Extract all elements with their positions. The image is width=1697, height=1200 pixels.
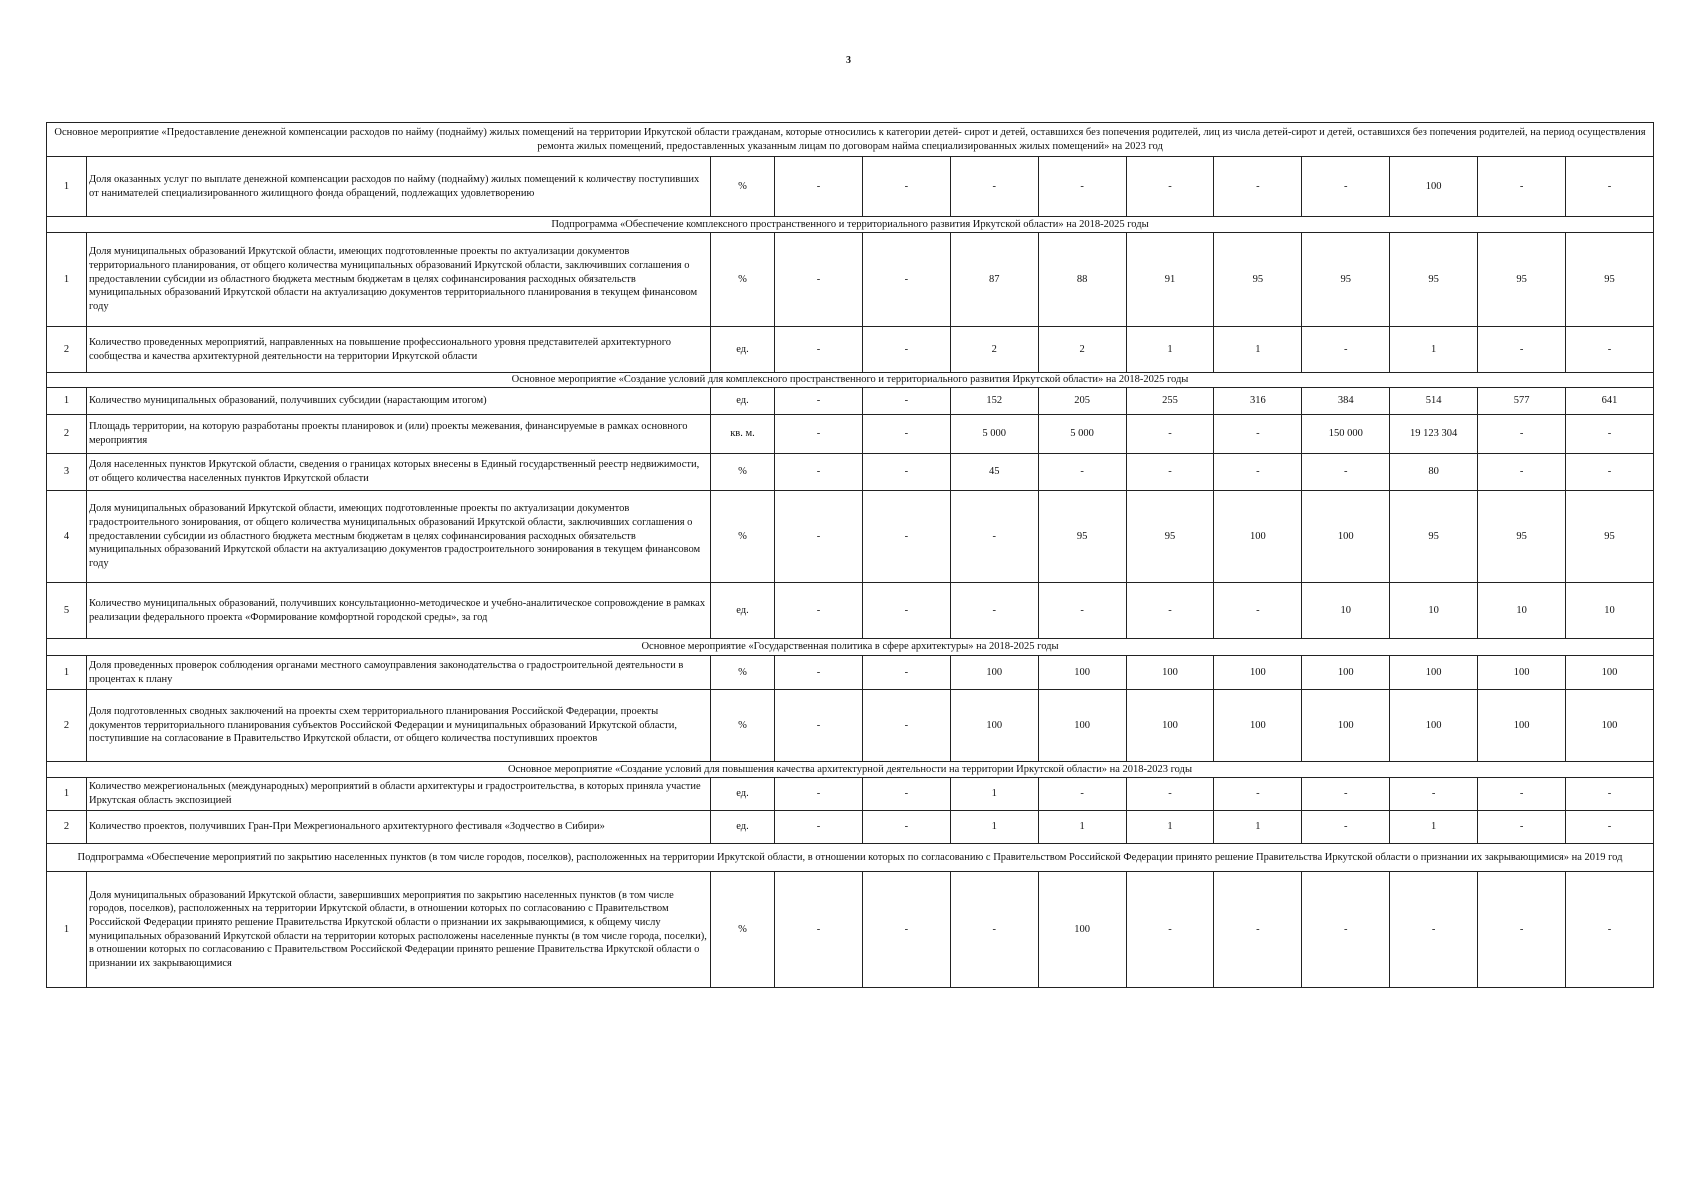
section-heading: Подпрограмма «Обеспечение комплексного пространственного и территориального развития Иркутской области» на 2018-2025 годы	[47, 217, 1654, 233]
indicator-value: -	[1302, 327, 1390, 373]
indicator-value: -	[862, 233, 950, 327]
indicator-value: -	[1566, 872, 1654, 988]
row-number: 1	[47, 656, 87, 690]
table-row	[47, 388, 1654, 415]
indicator-value: -	[1566, 811, 1654, 844]
unit-of-measure: %	[711, 233, 775, 327]
unit-of-measure: ед.	[711, 583, 775, 639]
indicator-value: -	[1038, 454, 1126, 491]
indicator-value: -	[1478, 327, 1566, 373]
indicator-value: 205	[1038, 388, 1126, 415]
indicator-description: Количество муниципальных образований, получивших консультационно-методическое и учебно-аналитическое сопровождение в рамках реализации федерального проекта «Формирование комфортной городской среды», за год	[87, 583, 711, 639]
unit-of-measure: %	[711, 157, 775, 217]
indicator-value: -	[1302, 811, 1390, 844]
table-row	[47, 872, 1654, 988]
row-number: 2	[47, 690, 87, 762]
table-row	[47, 157, 1654, 217]
indicator-value: -	[775, 327, 863, 373]
unit-of-measure: кв. м.	[711, 415, 775, 454]
indicator-value: 100	[1214, 656, 1302, 690]
indicator-value: 100	[1566, 690, 1654, 762]
indicator-value: -	[862, 690, 950, 762]
indicator-value: -	[1390, 778, 1478, 811]
indicator-value: -	[1478, 872, 1566, 988]
indicator-value: 95	[1566, 491, 1654, 583]
row-number: 1	[47, 778, 87, 811]
indicator-value: -	[862, 327, 950, 373]
indicator-value: -	[1302, 454, 1390, 491]
indicator-description: Площадь территории, на которую разработаны проекты планировок и (или) проекты межевания, финансируемые в рамках основного мероприятия	[87, 415, 711, 454]
indicator-value: -	[775, 415, 863, 454]
row-number: 3	[47, 454, 87, 491]
indicator-description: Количество проведенных мероприятий, направленных на повышение профессионального уровня представителей архитектурного сообщества и качества архитектурной деятельности на территории Иркутской области	[87, 327, 711, 373]
indicator-description: Количество межрегиональных (международных) мероприятий в области архитектуры и градостроительства, в которых приняла участие Иркутская область экспозицией	[87, 778, 711, 811]
indicator-value: -	[1214, 157, 1302, 217]
indicator-value: 1	[1390, 327, 1478, 373]
indicator-value: 1	[1214, 811, 1302, 844]
indicator-value: 95	[1390, 233, 1478, 327]
table-row	[47, 690, 1654, 762]
table-row	[47, 656, 1654, 690]
indicator-description: Доля оказанных услуг по выплате денежной компенсации расходов по найму (поднайму) жилых помещений к количеству поступивших от нанимателей специализированного жилищного фонда обращений, подлежащих удовлетворению	[87, 157, 711, 217]
indicator-description: Доля муниципальных образований Иркутской области, завершивших мероприятия по закрытию населенных пунктов (в том числе городов, поселков), расположенных на территории Иркутской области, в отношении которых по согласованию с Правительством Российской Федерации принято решение Правительства Иркутской области о признании их закрывающимися, к общему числу муниципальных образований Иркутской области на территории которых расположены населенные пункты (в том числе города, поселки), в отношении которых по согласованию с Правительством Российской Федерации принято решение Правительства Иркутской области о признании их закрывающимися	[87, 872, 711, 988]
section-heading: Основное мероприятие «Создание условий для повышения качества архитектурной деятельности на территории Иркутской области» на 2018-2023 годы	[47, 762, 1654, 778]
indicator-value: -	[950, 157, 1038, 217]
indicator-value: 88	[1038, 233, 1126, 327]
indicator-value: -	[1390, 872, 1478, 988]
indicator-value: -	[1566, 415, 1654, 454]
indicator-value: -	[775, 454, 863, 491]
table-row	[47, 415, 1654, 454]
indicator-value: 100	[1390, 656, 1478, 690]
indicator-value: 514	[1390, 388, 1478, 415]
indicator-value: -	[862, 811, 950, 844]
section-heading: Подпрограмма «Обеспечение мероприятий по закрытию населенных пунктов (в том числе городов, поселков), расположенных на территории Иркутской области, в отношении которых по согласованию с Правительством Российской Федерации принято решение Правительства Иркутской области о признании их закрывающимися» на 2019 год	[47, 844, 1654, 872]
section-heading-row	[47, 639, 1654, 656]
indicator-description: Количество проектов, получивших Гран-При Межрегионального архитектурного фестиваля «Зодчество в Сибири»	[87, 811, 711, 844]
indicator-value: 87	[950, 233, 1038, 327]
indicator-value: 5 000	[950, 415, 1038, 454]
indicator-value: 1	[950, 778, 1038, 811]
indicator-description: Доля проведенных проверок соблюдения органами местного самоуправления законодательства о градостроительной деятельности в процентах к плану	[87, 656, 711, 690]
row-number: 1	[47, 872, 87, 988]
indicator-value: -	[1302, 778, 1390, 811]
table-row	[47, 583, 1654, 639]
indicator-value: 100	[1302, 690, 1390, 762]
section-heading: Основное мероприятие «Государственная политика в сфере архитектуры» на 2018-2025 годы	[47, 639, 1654, 656]
table-row	[47, 327, 1654, 373]
indicator-value: 5 000	[1038, 415, 1126, 454]
indicator-description: Доля подготовленных сводных заключений на проекты схем территориального планирования Российской Федерации, проекты документов территориального планирования субъектов Российской Федерации и муниципальных образований Иркутской области, поступившие на согласование в Правительство Иркутской области, от общего количества поступивших проектов	[87, 690, 711, 762]
indicator-value: 1	[1126, 327, 1214, 373]
indicator-value: -	[862, 454, 950, 491]
section-heading-row	[47, 123, 1654, 157]
indicator-value: -	[1566, 327, 1654, 373]
indicator-value: -	[1478, 454, 1566, 491]
indicator-value: 95	[1126, 491, 1214, 583]
indicator-value: 95	[1390, 491, 1478, 583]
indicator-value: 95	[1302, 233, 1390, 327]
indicator-value: -	[775, 491, 863, 583]
indicator-value: -	[775, 233, 863, 327]
indicator-value: 384	[1302, 388, 1390, 415]
indicator-value: 2	[950, 327, 1038, 373]
indicator-value: -	[862, 583, 950, 639]
indicator-value: -	[775, 157, 863, 217]
indicator-value: 100	[1302, 491, 1390, 583]
indicator-value: 100	[1038, 872, 1126, 988]
table-row	[47, 233, 1654, 327]
indicator-value: -	[950, 583, 1038, 639]
indicator-value: 10	[1566, 583, 1654, 639]
indicator-value: 100	[950, 656, 1038, 690]
table-row	[47, 454, 1654, 491]
indicator-value: 100	[1390, 690, 1478, 762]
indicator-value: -	[1214, 415, 1302, 454]
indicator-value: 100	[1126, 690, 1214, 762]
indicator-value: 255	[1126, 388, 1214, 415]
indicator-value: 100	[1214, 690, 1302, 762]
indicator-value: -	[1478, 778, 1566, 811]
indicator-value: -	[862, 778, 950, 811]
indicator-value: -	[862, 157, 950, 217]
indicator-value: -	[1214, 778, 1302, 811]
indicator-value: -	[1126, 583, 1214, 639]
section-heading-row	[47, 844, 1654, 872]
indicator-value: 91	[1126, 233, 1214, 327]
indicator-value: -	[1566, 778, 1654, 811]
indicator-value: -	[775, 656, 863, 690]
row-number: 1	[47, 388, 87, 415]
page-number: 3	[846, 55, 851, 66]
indicator-value: -	[1038, 157, 1126, 217]
indicator-value: -	[1214, 454, 1302, 491]
indicator-value: -	[1478, 811, 1566, 844]
indicator-value: -	[950, 872, 1038, 988]
indicator-value: 95	[1478, 233, 1566, 327]
indicator-value: -	[1126, 157, 1214, 217]
table-row	[47, 811, 1654, 844]
row-number: 2	[47, 811, 87, 844]
indicator-value: 577	[1478, 388, 1566, 415]
indicators-table	[46, 122, 1654, 988]
indicator-value: 1	[1126, 811, 1214, 844]
indicator-value: -	[862, 491, 950, 583]
indicator-value: 100	[1038, 690, 1126, 762]
indicator-value: 1	[950, 811, 1038, 844]
indicator-value: 152	[950, 388, 1038, 415]
indicator-value: -	[775, 872, 863, 988]
indicator-value: -	[1566, 157, 1654, 217]
row-number: 4	[47, 491, 87, 583]
table-row	[47, 778, 1654, 811]
row-number: 2	[47, 415, 87, 454]
section-heading-row	[47, 762, 1654, 778]
indicator-value: 80	[1390, 454, 1478, 491]
indicator-value: -	[1478, 415, 1566, 454]
indicator-value: -	[862, 388, 950, 415]
row-number: 5	[47, 583, 87, 639]
table-row	[47, 491, 1654, 583]
indicator-value: -	[1302, 872, 1390, 988]
indicator-value: 100	[1302, 656, 1390, 690]
indicator-value: 1	[1214, 327, 1302, 373]
section-heading: Основное мероприятие «Предоставление денежной компенсации расходов по найму (поднайму) жилых помещений на территории Иркутской области гражданам, которые относились к категории детей- сирот и детей, оставшихся без попечения родителей, лиц из числа детей-сирот и детей, оставшихся без попечения родителей, на период осуществления ремонта жилых помещений, предоставленных указанным лицам по договорам найма специализированных жилых помещений» на 2023 год	[47, 123, 1654, 157]
indicator-value: 100	[1038, 656, 1126, 690]
indicator-description: Доля населенных пунктов Иркутской области, сведения о границах которых внесены в Единый государственный реестр недвижимости, от общего количества населенных пунктов Иркутской области	[87, 454, 711, 491]
unit-of-measure: ед.	[711, 778, 775, 811]
indicator-value: 100	[1478, 690, 1566, 762]
row-number: 1	[47, 233, 87, 327]
indicator-value: 150 000	[1302, 415, 1390, 454]
indicator-value: 95	[1038, 491, 1126, 583]
indicator-value: 45	[950, 454, 1038, 491]
indicator-value: 2	[1038, 327, 1126, 373]
indicator-value: 641	[1566, 388, 1654, 415]
indicator-value: -	[1126, 415, 1214, 454]
indicator-value: 100	[1126, 656, 1214, 690]
indicator-value: -	[1302, 157, 1390, 217]
unit-of-measure: %	[711, 491, 775, 583]
indicator-value: -	[775, 778, 863, 811]
indicator-value: -	[1214, 583, 1302, 639]
row-number: 1	[47, 157, 87, 217]
indicator-value: 100	[1478, 656, 1566, 690]
unit-of-measure: %	[711, 454, 775, 491]
indicator-value: -	[775, 583, 863, 639]
indicator-value: 1	[1390, 811, 1478, 844]
indicator-value: -	[862, 415, 950, 454]
indicator-value: -	[862, 656, 950, 690]
indicator-value: -	[950, 491, 1038, 583]
unit-of-measure: %	[711, 656, 775, 690]
section-heading-row	[47, 217, 1654, 233]
indicator-description: Доля муниципальных образований Иркутской области, имеющих подготовленные проекты по актуализации документов территориального планирования, от общего количества муниципальных образований Иркутской области, заключивших соглашения о предоставлении субсидии из областного бюджета местным бюджетам в целях софинансирования расходных обязательств муниципальных образований Иркутской области на актуализацию документов территориального планирования в текущем финансовом году	[87, 233, 711, 327]
indicator-value: 100	[1390, 157, 1478, 217]
indicator-value: 100	[950, 690, 1038, 762]
indicator-value: 19 123 304	[1390, 415, 1478, 454]
indicator-value: 1	[1038, 811, 1126, 844]
row-number: 2	[47, 327, 87, 373]
unit-of-measure: ед.	[711, 327, 775, 373]
indicator-value: -	[1478, 157, 1566, 217]
indicator-value: -	[775, 811, 863, 844]
indicator-value: -	[1126, 454, 1214, 491]
section-heading-row	[47, 373, 1654, 388]
indicator-value: 95	[1566, 233, 1654, 327]
indicator-value: 95	[1214, 233, 1302, 327]
indicator-value: -	[1126, 872, 1214, 988]
section-heading: Основное мероприятие «Создание условий для комплексного пространственного и территориального развития Иркутской области» на 2018-2025 годы	[47, 373, 1654, 388]
indicator-value: -	[1038, 778, 1126, 811]
indicator-value: -	[862, 872, 950, 988]
indicator-description: Доля муниципальных образований Иркутской области, имеющих подготовленные проекты по актуализации документов градостроительного зонирования, от общего количества муниципальных образований Иркутской области, заключивших соглашения о предоставлении субсидии из областного бюджета местным бюджетам в целях софинансирования расходных обязательств муниципальных образований Иркутской области на актуализацию документов градостроительного зонирования в текущем финансовом году	[87, 491, 711, 583]
indicator-description: Количество муниципальных образований, получивших субсидии (нарастающим итогом)	[87, 388, 711, 415]
indicator-value: 316	[1214, 388, 1302, 415]
indicator-value: -	[1126, 778, 1214, 811]
unit-of-measure: ед.	[711, 811, 775, 844]
unit-of-measure: ед.	[711, 388, 775, 415]
indicator-value: 10	[1478, 583, 1566, 639]
unit-of-measure: %	[711, 690, 775, 762]
indicator-value: -	[1038, 583, 1126, 639]
indicator-value: 100	[1566, 656, 1654, 690]
indicator-value: 95	[1478, 491, 1566, 583]
indicator-value: 10	[1390, 583, 1478, 639]
indicator-value: -	[775, 690, 863, 762]
unit-of-measure: %	[711, 872, 775, 988]
indicator-value: 100	[1214, 491, 1302, 583]
indicator-value: -	[775, 388, 863, 415]
indicator-value: 10	[1302, 583, 1390, 639]
indicator-value: -	[1566, 454, 1654, 491]
indicator-value: -	[1214, 872, 1302, 988]
